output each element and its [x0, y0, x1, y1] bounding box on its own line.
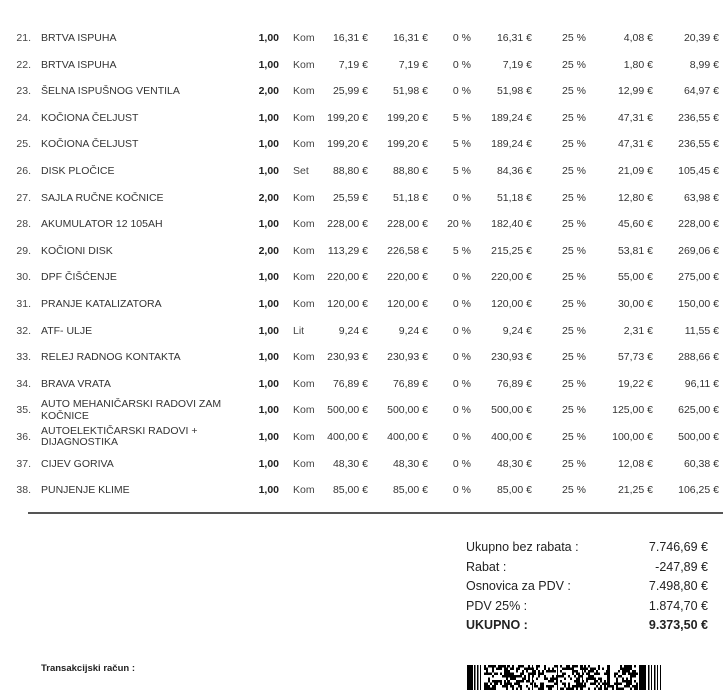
item-quantity: 1,00	[258, 58, 279, 71]
item-unit-price: 113,29 €	[327, 244, 368, 257]
item-amount: 220,00 €	[387, 271, 428, 284]
item-unit: Kom	[293, 430, 315, 443]
item-name: DISK PLOČICE	[41, 164, 115, 177]
item-unit-price: 220,00 €	[327, 271, 368, 284]
item-discount: 20 %	[447, 218, 471, 231]
item-discount: 0 %	[452, 351, 471, 364]
item-discount: 0 %	[452, 457, 471, 470]
item-name: CIJEV GORIVA	[41, 457, 114, 470]
item-vat-amount: 21,09 €	[617, 164, 653, 177]
pdf417-barcode-icon	[467, 665, 663, 690]
item-number: 32.	[16, 324, 31, 337]
item-discount: 5 %	[452, 111, 471, 124]
item-number: 35.	[16, 404, 31, 417]
item-unit-price: 228,00 €	[327, 218, 368, 231]
item-base: 76,89 €	[496, 377, 532, 390]
item-total: 500,00 €	[678, 430, 719, 443]
vat-base-row	[466, 579, 708, 599]
table-row	[0, 478, 723, 505]
item-vat-amount: 47,31 €	[617, 111, 653, 124]
item-base: 220,00 €	[491, 271, 532, 284]
invoice-items-table	[0, 26, 723, 505]
item-base: 7,19 €	[502, 58, 532, 71]
item-unit: Kom	[293, 138, 315, 151]
item-unit-price: 500,00 €	[327, 404, 368, 417]
item-vat-amount: 55,00 €	[617, 271, 653, 284]
item-discount: 0 %	[452, 430, 471, 443]
item-amount: 500,00 €	[387, 404, 428, 417]
item-quantity: 1,00	[258, 377, 279, 390]
item-base: 51,18 €	[496, 191, 532, 204]
table-row	[0, 159, 723, 186]
item-amount: 88,80 €	[392, 164, 428, 177]
item-amount: 9,24 €	[398, 324, 428, 337]
item-number: 22.	[16, 58, 31, 71]
item-vat-rate: 25 %	[562, 430, 586, 443]
item-quantity: 1,00	[258, 138, 279, 151]
item-total: 269,06 €	[678, 244, 719, 257]
item-number: 23.	[16, 85, 31, 98]
item-unit-price: 76,89 €	[332, 377, 368, 390]
item-total: 11,55 €	[684, 324, 719, 337]
item-unit: Lit	[293, 324, 305, 337]
item-vat-rate: 25 %	[562, 297, 586, 310]
item-vat-rate: 25 %	[562, 271, 586, 284]
item-unit-price: 88,80 €	[332, 164, 368, 177]
item-base: 500,00 €	[491, 404, 532, 417]
item-number: 31.	[16, 297, 31, 310]
item-unit: Kom	[293, 404, 315, 417]
item-base: 51,98 €	[496, 85, 532, 98]
table-row	[0, 265, 723, 292]
item-unit-price: 9,24 €	[338, 324, 368, 337]
item-unit: Kom	[293, 351, 315, 364]
item-vat-rate: 25 %	[562, 484, 586, 497]
item-total: 275,00 €	[678, 271, 719, 284]
item-vat-amount: 53,81 €	[617, 244, 653, 257]
item-total: 288,66 €	[678, 351, 719, 364]
item-amount: 51,98 €	[392, 85, 428, 98]
item-total: 625,00 €	[678, 404, 719, 417]
item-vat-rate: 25 %	[562, 351, 586, 364]
item-amount: 228,00 €	[387, 218, 428, 231]
item-vat-rate: 25 %	[562, 324, 586, 337]
item-total: 105,45 €	[678, 164, 719, 177]
item-quantity: 1,00	[258, 484, 279, 497]
item-unit-price: 25,99 €	[332, 85, 368, 98]
item-name: BRTVA ISPUHA	[41, 32, 117, 44]
item-vat-rate: 25 %	[562, 111, 586, 124]
item-vat-amount: 2,31 €	[623, 324, 653, 337]
item-quantity: 1,00	[258, 218, 279, 231]
item-unit: Kom	[293, 85, 315, 98]
item-discount: 0 %	[452, 404, 471, 417]
item-name: BRAVA VRATA	[41, 377, 111, 390]
item-vat-rate: 25 %	[562, 404, 586, 417]
item-unit: Kom	[293, 218, 315, 231]
table-row	[0, 452, 723, 479]
item-base: 9,24 €	[502, 324, 532, 337]
item-discount: 0 %	[452, 324, 471, 337]
item-base: 215,25 €	[491, 244, 532, 257]
item-total: 8,99 €	[689, 58, 719, 71]
item-unit-price: 25,59 €	[332, 191, 368, 204]
item-discount: 0 %	[452, 271, 471, 284]
item-vat-amount: 47,31 €	[617, 138, 653, 151]
item-discount: 5 %	[452, 164, 471, 177]
table-row	[0, 425, 723, 452]
item-quantity: 2,00	[258, 85, 279, 98]
item-quantity: 1,00	[258, 271, 279, 284]
item-quantity: 2,00	[258, 244, 279, 257]
item-unit-price: 16,31 €	[332, 32, 368, 44]
item-base: 48,30 €	[496, 457, 532, 470]
item-vat-amount: 12,99 €	[617, 85, 653, 98]
item-unit-price: 85,00 €	[332, 484, 368, 497]
table-row	[0, 212, 723, 239]
item-vat-amount: 100,00 €	[612, 430, 653, 443]
item-unit: Kom	[293, 111, 315, 124]
item-number: 38.	[16, 484, 31, 497]
item-name: AKUMULATOR 12 105AH	[41, 218, 163, 231]
item-name: PRANJE KATALIZATORA	[41, 297, 162, 310]
item-vat-rate: 25 %	[562, 244, 586, 257]
item-unit-price: 199,20 €	[327, 138, 368, 151]
item-amount: 199,20 €	[387, 138, 428, 151]
item-quantity: 1,00	[258, 457, 279, 470]
item-quantity: 1,00	[258, 324, 279, 337]
item-total: 60,38 €	[683, 457, 719, 470]
item-number: 33.	[16, 351, 31, 364]
item-total: 150,00 €	[678, 297, 719, 310]
item-discount: 0 %	[452, 297, 471, 310]
item-vat-rate: 25 %	[562, 32, 586, 44]
item-number: 30.	[16, 271, 31, 284]
item-quantity: 1,00	[258, 32, 279, 44]
item-unit: Kom	[293, 377, 315, 390]
table-row	[0, 26, 723, 53]
item-unit-price: 400,00 €	[327, 430, 368, 443]
item-quantity: 1,00	[258, 351, 279, 364]
item-base: 120,00 €	[491, 297, 532, 310]
item-total: 96,11 €	[684, 377, 719, 390]
item-number: 25.	[16, 138, 31, 151]
item-name: AUTOELEKTIČARSKI RADOVI + DIJAGNOSTIKA	[41, 424, 198, 449]
table-row	[0, 186, 723, 213]
item-name: KOČIONI DISK	[41, 244, 113, 257]
item-name: KOČIONA ČELJUST	[41, 138, 139, 151]
item-quantity: 1,00	[258, 404, 279, 417]
item-name: SAJLA RUČNE KOČNICE	[41, 191, 164, 204]
item-unit: Kom	[293, 297, 315, 310]
item-unit: Kom	[293, 32, 315, 44]
item-vat-amount: 12,80 €	[617, 191, 653, 204]
item-unit: Kom	[293, 271, 315, 284]
item-number: 21.	[16, 32, 31, 44]
item-vat-amount: 30,00 €	[617, 297, 653, 310]
item-unit: Kom	[293, 484, 315, 497]
item-base: 400,00 €	[491, 430, 532, 443]
item-name: RELEJ RADNOG KONTAKTA	[41, 351, 181, 364]
item-vat-rate: 25 %	[562, 191, 586, 204]
vat-base-value: 7.498,80 €	[648, 579, 708, 593]
item-total: 64,97 €	[683, 85, 719, 98]
item-total: 63,98 €	[683, 191, 719, 204]
item-amount: 7,19 €	[398, 58, 428, 71]
vat-label: PDV 25% :	[466, 598, 528, 613]
item-vat-amount: 125,00 €	[612, 404, 653, 417]
item-vat-amount: 1,80 €	[623, 58, 653, 71]
item-discount: 0 %	[452, 32, 471, 44]
item-unit-price: 230,93 €	[327, 351, 368, 364]
item-unit: Set	[293, 164, 309, 177]
discount-value: -247,89 €	[655, 559, 708, 574]
item-unit: Kom	[293, 457, 315, 470]
item-amount: 400,00 €	[387, 430, 428, 443]
item-number: 28.	[16, 218, 31, 231]
item-vat-amount: 57,73 €	[617, 351, 653, 364]
table-row	[0, 398, 723, 425]
table-row	[0, 345, 723, 372]
table-separator-line	[28, 512, 723, 514]
item-name: DPF ČIŠĆENJE	[41, 271, 117, 284]
item-quantity: 1,00	[258, 430, 279, 443]
table-row	[0, 79, 723, 106]
item-amount: 51,18 €	[392, 191, 428, 204]
table-row	[0, 319, 723, 346]
item-unit: Kom	[293, 58, 315, 71]
item-number: 36.	[16, 430, 31, 443]
item-amount: 16,31 €	[392, 32, 428, 44]
item-base: 182,40 €	[491, 218, 532, 231]
item-unit-price: 120,00 €	[327, 297, 368, 310]
subtotal-label: Ukupno bez rabata :	[466, 540, 579, 554]
item-unit-price: 7,19 €	[338, 58, 368, 71]
item-name: AUTO MEHANIČARSKI RADOVI ZAM KOČNICE	[41, 398, 222, 422]
item-total: 228,00 €	[678, 218, 719, 231]
item-discount: 0 %	[452, 85, 471, 98]
item-name: KOČIONA ČELJUST	[41, 111, 139, 124]
item-vat-rate: 25 %	[562, 164, 586, 177]
table-row	[0, 53, 723, 80]
item-quantity: 1,00	[258, 164, 279, 177]
item-quantity: 1,00	[258, 297, 279, 310]
grand-total-label: UKUPNO :	[466, 618, 528, 632]
item-vat-rate: 25 %	[562, 58, 586, 71]
item-quantity: 2,00	[258, 191, 279, 204]
item-total: 236,55 €	[678, 138, 719, 151]
item-amount: 230,93 €	[387, 351, 428, 364]
item-discount: 0 %	[452, 377, 471, 390]
table-row	[0, 106, 723, 133]
item-amount: 199,20 €	[387, 111, 428, 124]
discount-row	[466, 560, 708, 580]
item-unit: Kom	[293, 191, 315, 204]
item-number: 37.	[16, 457, 31, 470]
vat-base-label: Osnovica za PDV :	[466, 579, 571, 593]
item-name: BRTVA ISPUHA	[41, 58, 117, 71]
item-base: 189,24 €	[491, 138, 532, 151]
item-vat-rate: 25 %	[562, 377, 586, 390]
vat-row	[466, 599, 708, 619]
item-total: 20,39 €	[683, 32, 719, 44]
item-number: 29.	[16, 244, 31, 257]
item-vat-amount: 45,60 €	[617, 218, 653, 231]
item-total: 236,55 €	[678, 111, 719, 124]
discount-label: Rabat :	[466, 559, 507, 574]
item-discount: 5 %	[452, 244, 471, 257]
item-vat-amount: 4,08 €	[623, 32, 653, 44]
item-total: 106,25 €	[678, 484, 719, 497]
item-vat-amount: 21,25 €	[617, 484, 653, 497]
item-base: 85,00 €	[496, 484, 532, 497]
item-discount: 0 %	[452, 484, 471, 497]
item-discount: 0 %	[452, 58, 471, 71]
vat-value: 1.874,70 €	[648, 598, 708, 613]
table-row	[0, 372, 723, 399]
item-name: PUNJENJE KLIME	[41, 484, 130, 497]
subtotal-row	[466, 540, 708, 560]
table-row	[0, 132, 723, 159]
table-row	[0, 239, 723, 266]
grand-total-row	[466, 618, 708, 638]
item-discount: 0 %	[452, 191, 471, 204]
item-base: 16,31 €	[496, 32, 532, 44]
item-number: 27.	[16, 191, 31, 204]
item-base: 84,36 €	[496, 164, 532, 177]
item-vat-rate: 25 %	[562, 138, 586, 151]
item-unit-price: 199,20 €	[327, 111, 368, 124]
item-amount: 48,30 €	[392, 457, 428, 470]
item-vat-rate: 25 %	[562, 457, 586, 470]
item-name: ATF- ULJE	[41, 324, 93, 337]
item-number: 24.	[16, 111, 31, 124]
item-amount: 120,00 €	[387, 297, 428, 310]
item-name: ŠELNA ISPUŠNOG VENTILA	[41, 85, 180, 98]
item-unit-price: 48,30 €	[332, 457, 368, 470]
item-amount: 76,89 €	[392, 377, 428, 390]
item-base: 230,93 €	[491, 351, 532, 364]
totals-summary	[466, 540, 708, 638]
item-vat-rate: 25 %	[562, 85, 586, 98]
grand-total-value: 9.373,50 €	[648, 618, 708, 632]
item-number: 26.	[16, 164, 31, 177]
subtotal-value: 7.746,69 €	[648, 540, 708, 554]
item-vat-rate: 25 %	[562, 218, 586, 231]
item-amount: 226,58 €	[387, 244, 428, 257]
item-number: 34.	[16, 377, 31, 390]
item-vat-amount: 12,08 €	[617, 457, 653, 470]
item-unit: Kom	[293, 244, 315, 257]
transaction-account-label: Transakcijski račun :	[41, 663, 135, 674]
item-vat-amount: 19,22 €	[617, 377, 653, 390]
item-amount: 85,00 €	[392, 484, 428, 497]
table-row	[0, 292, 723, 319]
item-base: 189,24 €	[491, 111, 532, 124]
item-discount: 5 %	[452, 138, 471, 151]
item-quantity: 1,00	[258, 111, 279, 124]
